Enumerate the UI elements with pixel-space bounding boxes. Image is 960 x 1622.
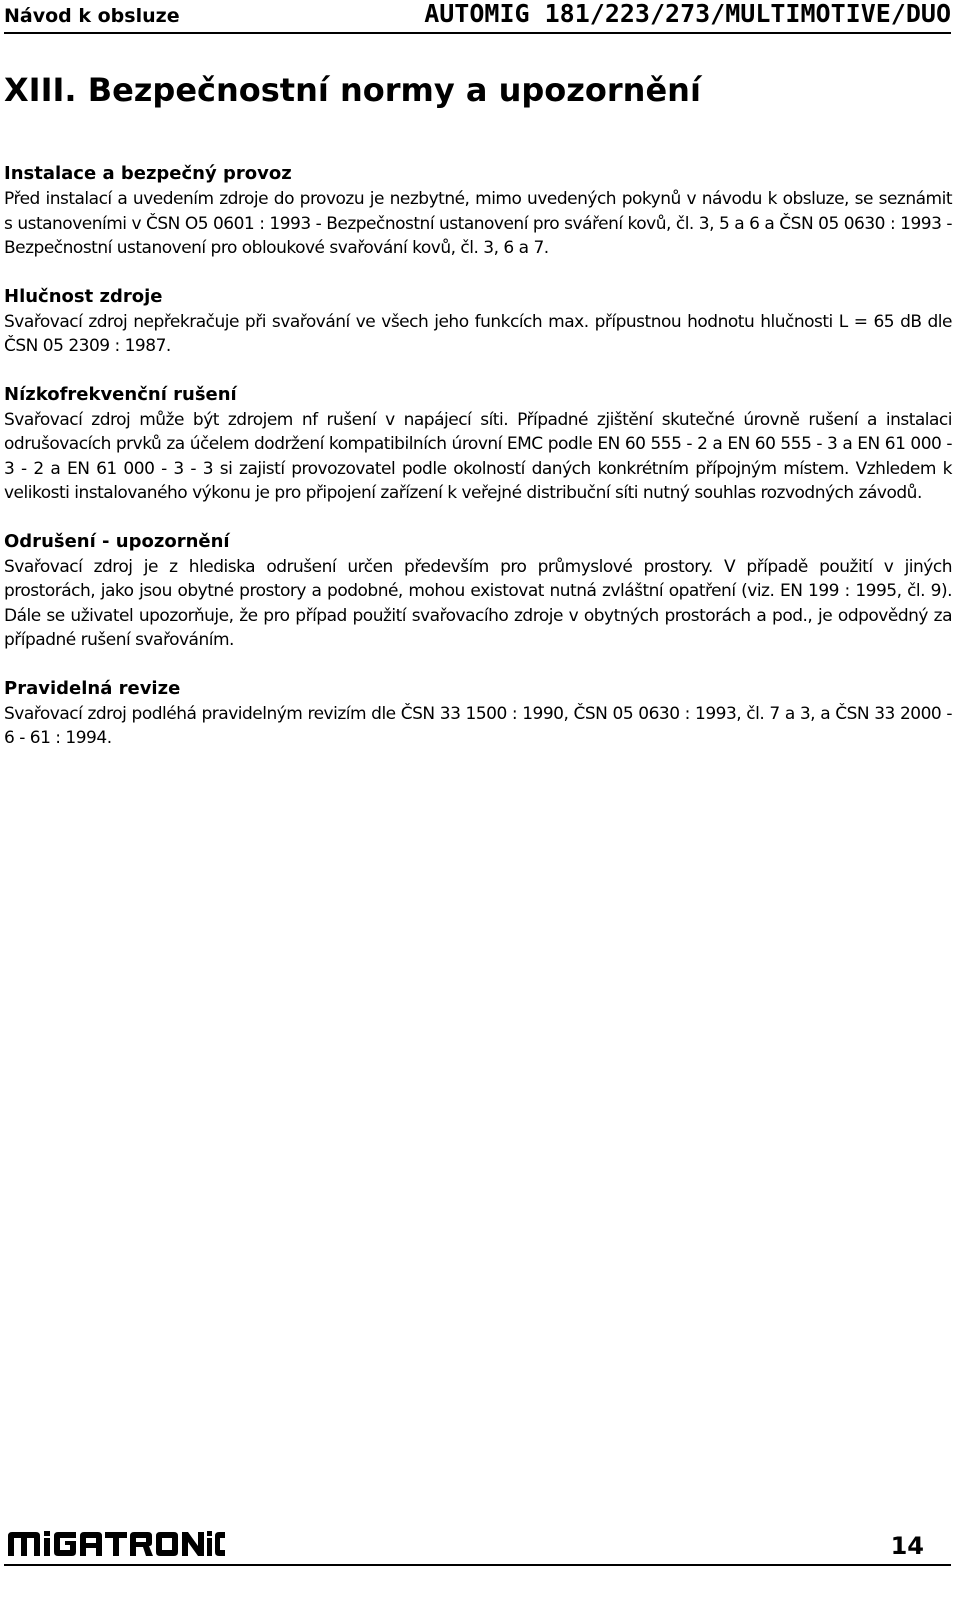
section-low-frequency-interference <box>4 383 952 506</box>
migatronic-logo-icon <box>6 1526 226 1560</box>
header-manual-label: Návod k obsluze <box>4 5 180 27</box>
footer-divider <box>4 1564 951 1566</box>
section-paragraph: Svařovací zdroj může být zdrojem nf rušení v napájecí síti. Případné zjištění skutečné úrovně rušení a instalaci odrušovacích prvků za účelem dodržení kompatibilních úrovní EMC podle EN 60 555 - 2 a EN 60 555 - 3 a EN 61 000 - 3 - 2 a EN 61 000 - 3 - 3 si zajistí provozovatel podle okolností daných konkrétním přípojným místem. Vzhledem k velikosti instalovaného výkonu je pro připojení zařízení k veřejné distribuční síti nutný souhlas rozvodných závodů. <box>4 409 952 503</box>
section-paragraph: Před instalací a uvedením zdroje do provozu je nezbytné, mimo uvedených pokynů v návodu k obsluze, se seznámit s ustanoveními v ČSN O5 0601 : 1993 - Bezpečnostní ustanovení pro sváření kovů, čl. 3, 5 a 6 a ČSN 05 0630 : 1993 - Bezpečnostní ustanovení pro obloukové svařování kovů, čl. 3, 6 a 7. <box>4 189 952 258</box>
document-body <box>4 162 952 775</box>
page-header <box>4 0 951 34</box>
section-heading: Odrušení - upozornění <box>4 530 230 552</box>
page-title: XIII. Bezpečnostní normy a upozornění <box>4 71 701 109</box>
section-regular-inspection <box>4 677 952 751</box>
header-product-name: AUTOMIG 181/223/273/MULTIMOTIVE/DUO <box>424 0 951 28</box>
section-heading: Pravidelná revize <box>4 677 181 699</box>
section-noise <box>4 285 952 359</box>
section-paragraph: Svařovací zdroj podléhá pravidelným revizím dle ČSN 33 1500 : 1990, ČSN 05 0630 : 1993, čl. 7 a 3, a ČSN 33 2000 - 6 - 61 : 1994. <box>4 703 952 748</box>
section-heading: Instalace a bezpečný provoz <box>4 163 292 184</box>
section-heading: Hlučnost zdroje <box>4 285 163 307</box>
section-interference-warning <box>4 530 952 653</box>
section-paragraph: Svařovací zdroj je z hlediska odrušení určen především pro průmyslové prostory. V případě použití v jiných prostorách, jako jsou obytné prostory a podobné, mohou existovat nutná zvláštní opatření (viz. EN 199 : 1995, čl. 9). Dále se uživatel upozorňuje, že pro případ použití svařovacího zdroje v obytných prostorách a pod., je odpovědný za případné rušení svařováním. <box>4 556 952 650</box>
section-paragraph: Svařovací zdroj nepřekračuje při svařování ve všech jeho funkcích max. přípustnou hodnotu hlučnosti L = 65 dB dle ČSN 05 2309 : 1987. <box>4 311 952 356</box>
section-heading: Nízkofrekvenční rušení <box>4 383 237 405</box>
page-number: 14 <box>890 1532 924 1560</box>
section-installation <box>4 162 952 261</box>
